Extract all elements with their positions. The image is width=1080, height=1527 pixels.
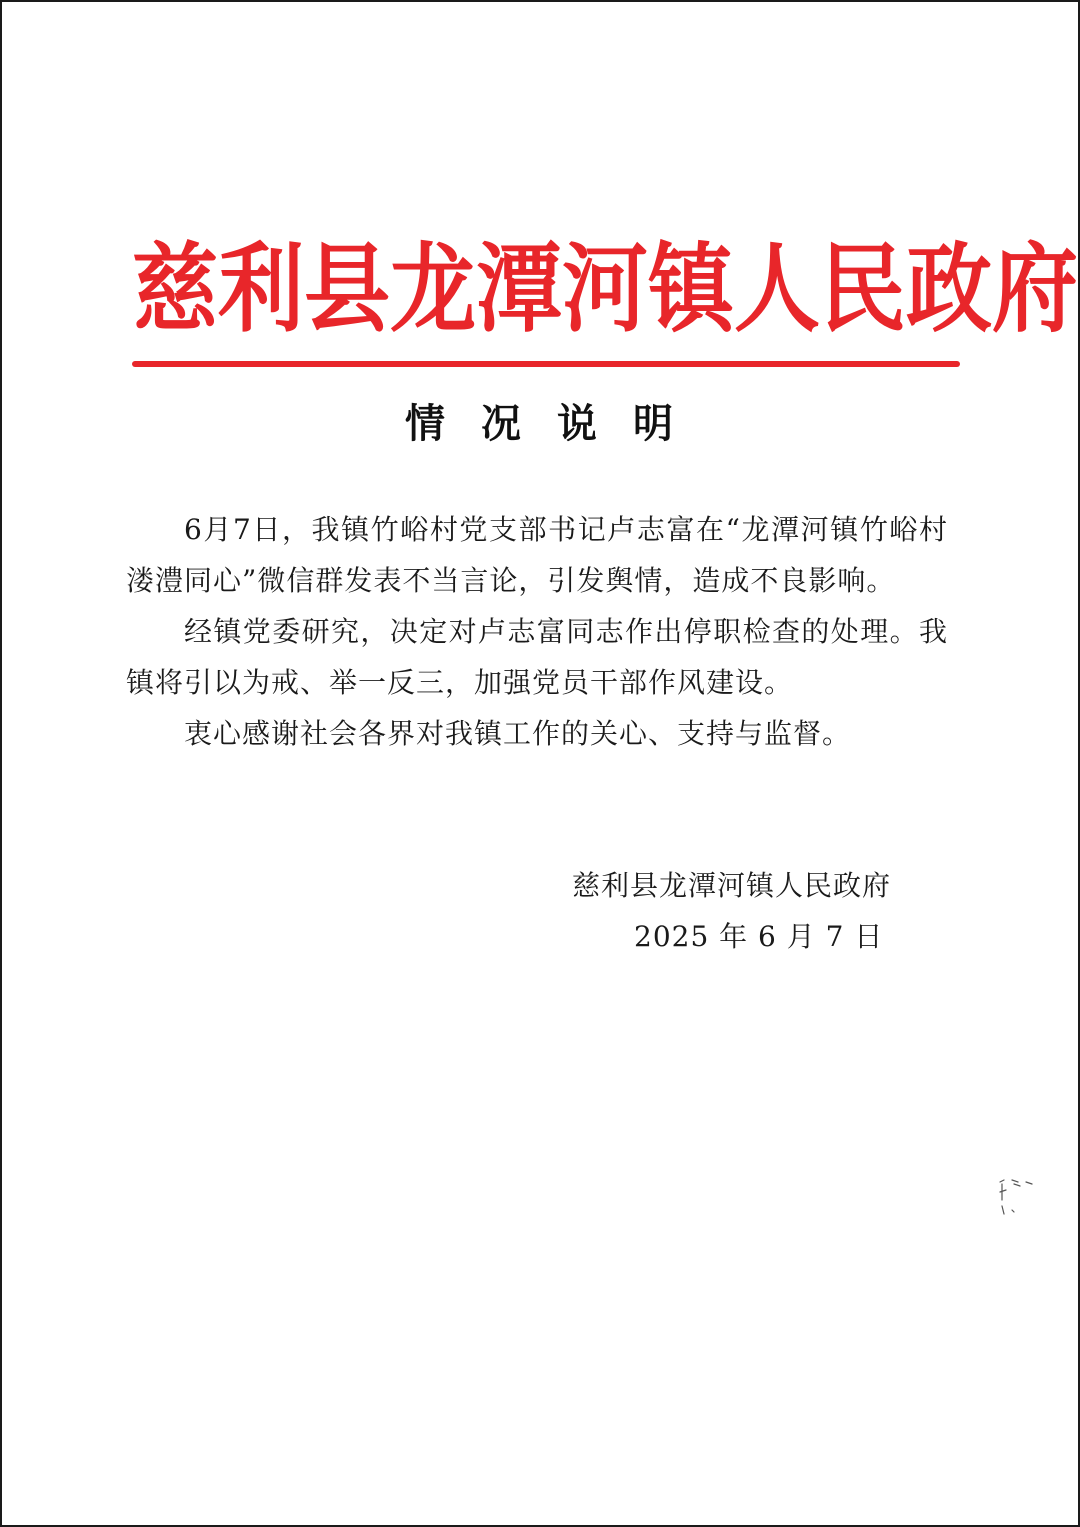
body-paragraph-2: 经镇党委研究，决定对卢志富同志作出停职检查的处理。我镇将引以为戒、举一反三，加强党员干部作风建设。 bbox=[126, 615, 948, 699]
document-body bbox=[126, 504, 948, 759]
letterhead-title: 慈利县龙潭河镇人民政府 bbox=[132, 232, 1078, 346]
signature-organization: 慈利县龙潭河镇人民政府 bbox=[572, 869, 892, 902]
body-paragraph-1: 6月7日，我镇竹峪村党支部书记卢志富在“龙潭河镇竹峪村溇澧同心”微信群发表不当言论，引发舆情，造成不良影响。 bbox=[126, 513, 948, 597]
document-title: 情况说明 bbox=[405, 400, 709, 447]
signature-block bbox=[572, 860, 952, 962]
body-paragraph-3: 衷心感谢社会各界对我镇工作的关心、支持与监督。 bbox=[184, 717, 852, 750]
signature-date: 2025 年 6 月 7 日 bbox=[634, 920, 884, 953]
handwritten-mark bbox=[992, 1170, 1046, 1220]
letterhead-red-rule bbox=[132, 361, 960, 367]
